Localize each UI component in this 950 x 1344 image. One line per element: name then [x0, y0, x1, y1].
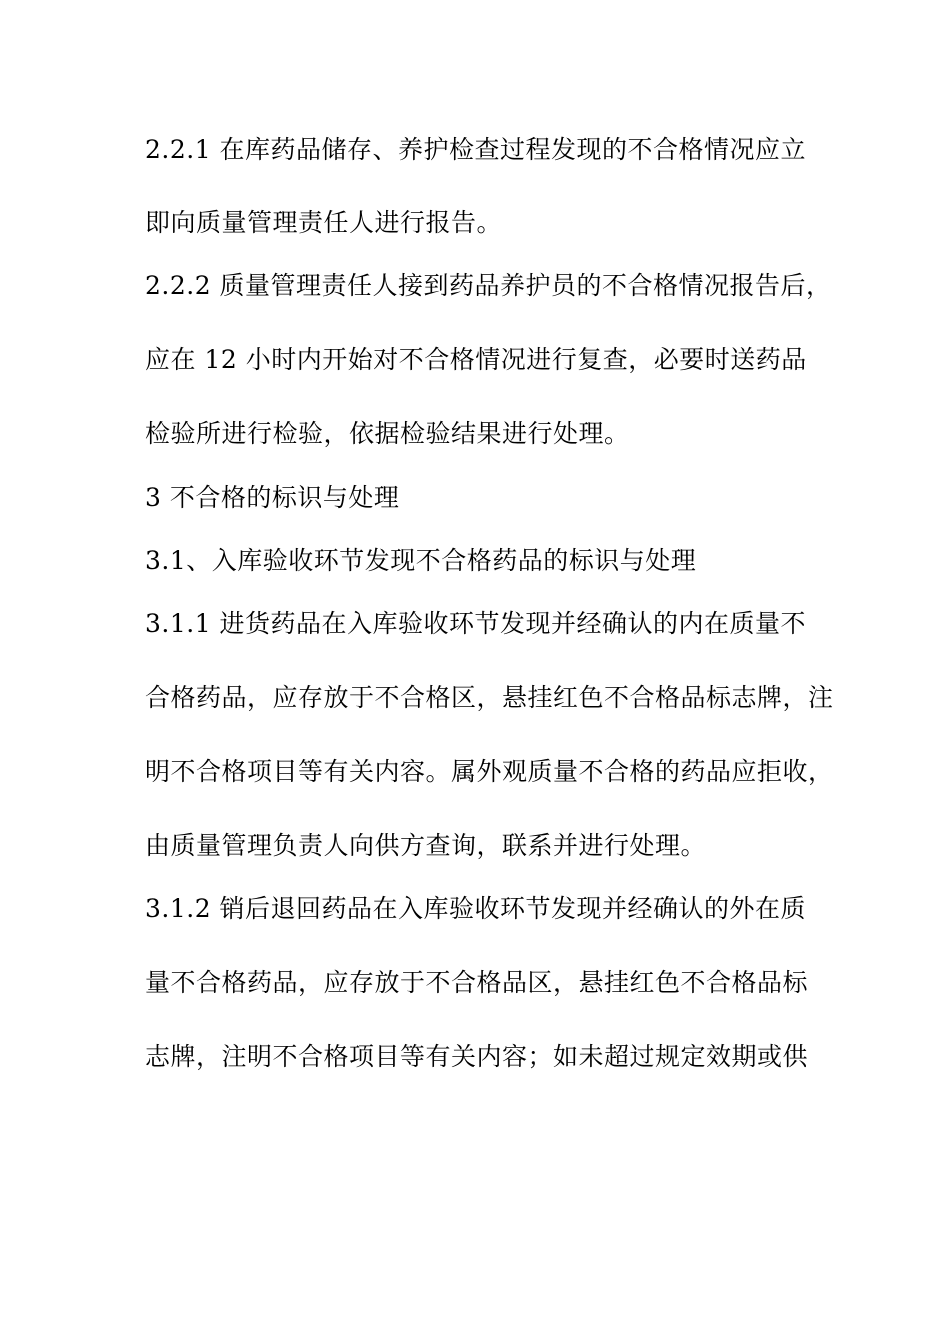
text-line-2-2-2-cont-2: 检验所进行检验，依据检验结果进行处理。: [145, 419, 630, 448]
text-line-2-2-2: 2.2.2 质量管理责任人接到药品养护员的不合格情况报告后，: [145, 271, 832, 300]
section-heading-3: 3 不合格的标识与处理: [145, 483, 400, 512]
text-line-2-2-1: 2.2.1 在库药品储存、养护检查过程发现的不合格情况应立: [145, 135, 807, 164]
text-line-2-2-2-cont-1: 应在 12 小时内开始对不合格情况进行复查，必要时送药品: [145, 345, 807, 374]
text-line-3-1-1: 3.1.1 进货药品在入库验收环节发现并经确认的内在质量不: [145, 609, 807, 638]
text-line-3-1-2-cont-2: 志牌，注明不合格项目等有关内容；如未超过规定效期或供: [145, 1042, 809, 1071]
text-line-3-1-1-cont-2: 明不合格项目等有关内容。属外观质量不合格的药品应拒收，: [145, 757, 834, 786]
text-line-2-2-1-cont: 即向质量管理责任人进行报告。: [145, 208, 503, 237]
text-line-3-1-1-cont-1: 合格药品，应存放于不合格区，悬挂红色不合格品标志牌，注: [145, 683, 834, 712]
text-line-3-1-1-cont-3: 由质量管理负责人向供方查询，联系并进行处理。: [145, 831, 707, 860]
text-line-3-1-2-cont-1: 量不合格药品，应存放于不合格品区，悬挂红色不合格品标: [145, 968, 809, 997]
text-line-3-1-2: 3.1.2 销后退回药品在入库验收环节发现并经确认的外在质: [145, 894, 807, 923]
subsection-heading-3-1: 3.1、入库验收环节发现不合格药品的标识与处理: [145, 546, 697, 575]
